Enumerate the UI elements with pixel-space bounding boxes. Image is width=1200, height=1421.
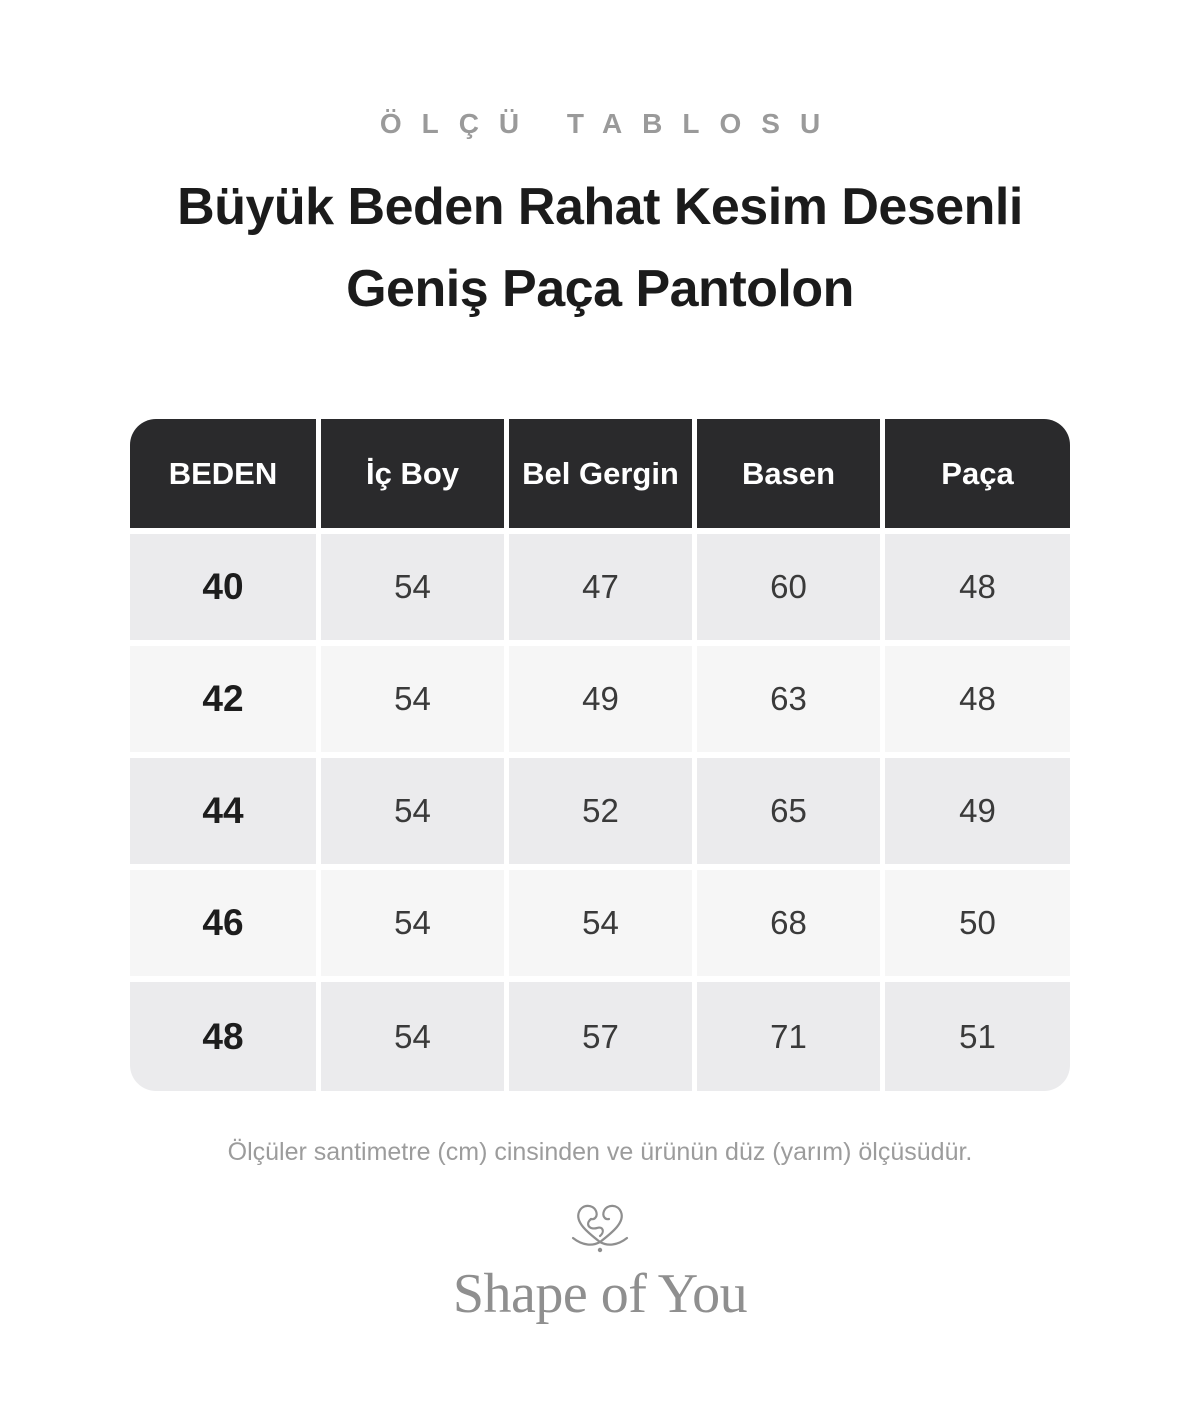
value-cell: 54 <box>321 758 504 864</box>
value-cell: 54 <box>321 534 504 640</box>
measurement-note: Ölçüler santimetre (cm) cinsinden ve ürünün düz (yarım) ölçüsüdür. <box>227 1138 973 1166</box>
value-cell: 52 <box>509 758 692 864</box>
value-cell: 63 <box>697 646 880 752</box>
table-row <box>130 982 1070 1091</box>
header-cell-basen: Basen <box>697 419 880 528</box>
value-cell: 68 <box>697 870 880 976</box>
size-cell: 44 <box>130 758 316 864</box>
eyebrow-label: ÖLÇÜ TABLOSU <box>379 108 841 139</box>
value-cell: 65 <box>697 758 880 864</box>
header-cell-paca: Paça <box>885 419 1070 528</box>
size-cell: 42 <box>130 646 316 752</box>
page-title <box>0 166 1200 330</box>
size-table <box>130 419 1070 1091</box>
brand-logo-wordmark: Shape of You <box>452 1263 748 1325</box>
header-cell-bel-gergin: Bel Gergin <box>509 419 692 528</box>
value-cell: 50 <box>885 870 1070 976</box>
double-heart-monogram-icon <box>565 1198 635 1258</box>
value-cell: 54 <box>509 870 692 976</box>
value-cell: 54 <box>321 646 504 752</box>
table-row <box>130 758 1070 864</box>
value-cell: 49 <box>885 758 1070 864</box>
page-title-line-1: Büyük Beden Rahat Kesim Desenli <box>177 178 1023 236</box>
value-cell: 57 <box>509 982 692 1091</box>
value-cell: 71 <box>697 982 880 1091</box>
value-cell: 48 <box>885 646 1070 752</box>
value-cell: 49 <box>509 646 692 752</box>
size-cell: 48 <box>130 982 316 1091</box>
header-cell-beden: BEDEN <box>130 419 316 528</box>
value-cell: 54 <box>321 870 504 976</box>
value-cell: 51 <box>885 982 1070 1091</box>
value-cell: 47 <box>509 534 692 640</box>
table-header-row <box>130 419 1070 528</box>
size-cell: 46 <box>130 870 316 976</box>
table-row <box>130 870 1070 976</box>
value-cell: 60 <box>697 534 880 640</box>
value-cell: 48 <box>885 534 1070 640</box>
table-row <box>130 534 1070 640</box>
page-title-line-2: Geniş Paça Pantolon <box>346 260 854 318</box>
table-row <box>130 646 1070 752</box>
header-cell-ic-boy: İç Boy <box>321 419 504 528</box>
size-cell: 40 <box>130 534 316 640</box>
value-cell: 54 <box>321 982 504 1091</box>
